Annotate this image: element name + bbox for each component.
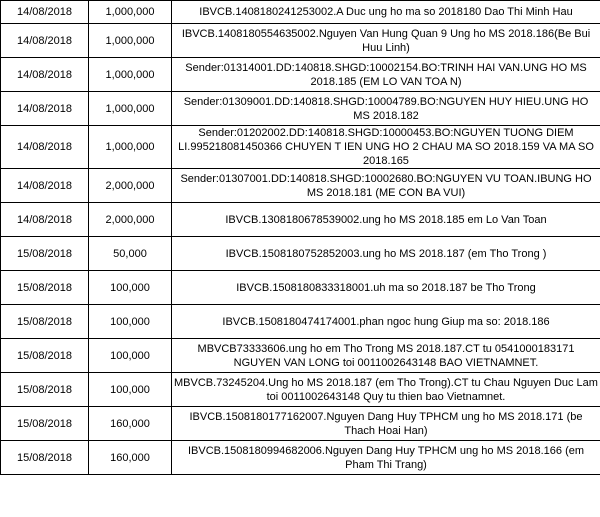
amount-cell: 1,000,000 (89, 24, 172, 58)
date-cell: 14/08/2018 (1, 1, 89, 24)
amount-cell: 160,000 (89, 441, 172, 475)
table-row (1, 339, 600, 373)
description-cell: Sender:01202002.DD:140818.SHGD:10000453.BO:NGUYEN TUONG DIEM LI.995218081450366 CHUYEN T IEN UNG HO 2 CHAU MA SO 2018.159 VA MA SO 2018.165 (172, 126, 600, 169)
table-row (1, 24, 600, 58)
table-row (1, 237, 600, 271)
description-cell: Sender:01307001.DD:140818.SHGD:10002680.BO:NGUYEN VU TOAN.IBUNG HO MS 2018.181 (ME CON BA VUI) (172, 169, 600, 203)
amount-cell: 1,000,000 (89, 92, 172, 126)
description-cell: IBVCB.1508180752852003.ung ho MS 2018.187 (em Tho Trong ) (172, 237, 600, 271)
date-cell: 15/08/2018 (1, 441, 89, 475)
table-row (1, 441, 600, 475)
table-row (1, 169, 600, 203)
date-cell: 15/08/2018 (1, 271, 89, 305)
date-cell: 14/08/2018 (1, 126, 89, 169)
amount-cell: 1,000,000 (89, 1, 172, 24)
date-cell: 14/08/2018 (1, 58, 89, 92)
amount-cell: 100,000 (89, 305, 172, 339)
donation-table-body (1, 1, 600, 475)
amount-cell: 160,000 (89, 407, 172, 441)
table-row (1, 407, 600, 441)
table-row (1, 92, 600, 126)
date-cell: 14/08/2018 (1, 203, 89, 237)
date-cell: 14/08/2018 (1, 24, 89, 58)
table-row (1, 373, 600, 407)
table-row (1, 58, 600, 92)
date-cell: 15/08/2018 (1, 305, 89, 339)
table-row (1, 203, 600, 237)
date-cell: 15/08/2018 (1, 407, 89, 441)
description-cell: Sender:01314001.DD:140818.SHGD:10002154.BO:TRINH HAI VAN.UNG HO MS 2018.185 (EM LO VAN TOA N) (172, 58, 600, 92)
amount-cell: 100,000 (89, 271, 172, 305)
description-cell: IBVCB.1508180474174001.phan ngoc hung Giup ma so: 2018.186 (172, 305, 600, 339)
description-cell: MBVCB73333606.ung ho em Tho Trong MS 2018.187.CT tu 0541000183171 NGUYEN VAN LONG toi 0011002643148 BAO VIETNAMNET. (172, 339, 600, 373)
table-row (1, 305, 600, 339)
table-row (1, 1, 600, 24)
amount-cell: 50,000 (89, 237, 172, 271)
description-cell: IBVCB.1508180994682006.Nguyen Dang Huy TPHCM ung ho MS 2018.166 (em Pham Thi Trang) (172, 441, 600, 475)
description-cell: IBVCB.1408180554635002.Nguyen Van Hung Quan 9 Ung ho MS 2018.186(Be Bui Huu Linh) (172, 24, 600, 58)
amount-cell: 2,000,000 (89, 203, 172, 237)
table-row (1, 271, 600, 305)
date-cell: 15/08/2018 (1, 373, 89, 407)
description-cell: Sender:01309001.DD:140818.SHGD:10004789.BO:NGUYEN HUY HIEU.UNG HO MS 2018.182 (172, 92, 600, 126)
description-cell: IBVCB.1408180241253002.A Duc ung ho ma so 2018180 Dao Thi Minh Hau (172, 1, 600, 24)
amount-cell: 100,000 (89, 373, 172, 407)
date-cell: 15/08/2018 (1, 237, 89, 271)
description-cell: IBVCB.1508180833318001.uh ma so 2018.187 be Tho Trong (172, 271, 600, 305)
description-cell: MBVCB.73245204.Ung ho MS 2018.187 (em Tho Trong).CT tu Chau Nguyen Duc Lam toi 0011002643148 Quy tu thien bao Vietnamnet. (172, 373, 600, 407)
table-row (1, 126, 600, 169)
description-cell: IBVCB.1308180678539002.ung ho MS 2018.185 em Lo Van Toan (172, 203, 600, 237)
date-cell: 14/08/2018 (1, 92, 89, 126)
description-cell: IBVCB.1508180177162007.Nguyen Dang Huy TPHCM ung ho MS 2018.171 (be Thach Hoai Han) (172, 407, 600, 441)
date-cell: 15/08/2018 (1, 339, 89, 373)
amount-cell: 1,000,000 (89, 126, 172, 169)
date-cell: 14/08/2018 (1, 169, 89, 203)
amount-cell: 1,000,000 (89, 58, 172, 92)
amount-cell: 100,000 (89, 339, 172, 373)
amount-cell: 2,000,000 (89, 169, 172, 203)
